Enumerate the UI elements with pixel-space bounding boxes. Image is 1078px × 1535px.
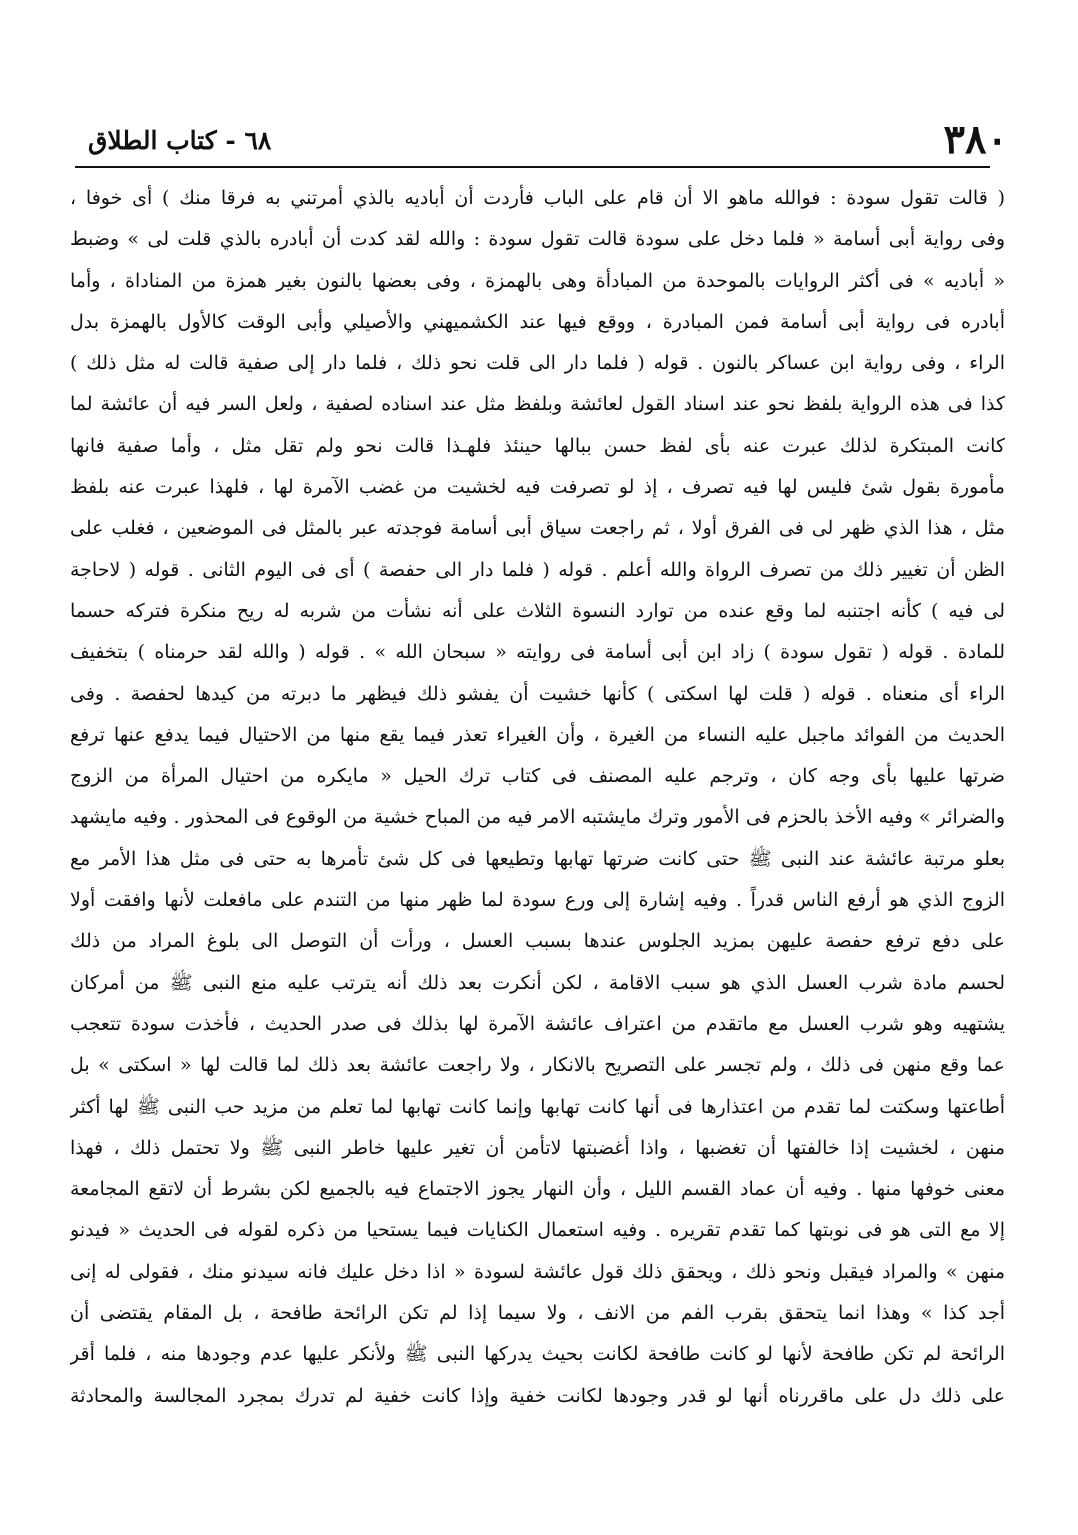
body-text <box>70 178 1005 1417</box>
text-line: وفى رواية أبى أسامة « فلما دخل على سودة قالت تقول سودة : والله لقد كدت أن أبادره بالذي قلت لى » وضبط <box>70 228 1005 251</box>
text-line: لحسم مادة شرب العسل الذي هو سبب الاقامة ، لكن أنكرت بعد ذلك أنه يترتب عليه منع النبى ﷺ من أمركان <box>70 971 1005 994</box>
text-line: مأمورة بقول شئ فليس لها فيه تصرف ، إذ لو تصرفت فيه لخشيت من غضب الآمرة لها ، فلهذا عبرت عنه بلفظ <box>70 476 1005 499</box>
text-line: بعلو مرتبة عائشة عند النبى ﷺ حتى كانت ضرتها تهابها وتطيعها فى كل شئ تأمرها به حتى فى مثل هذا الأمر مع <box>70 847 1005 870</box>
text-line: عما وقع منهن فى ذلك ، ولم تجسر على التصريح بالانكار ، ولا راجعت عائشة بعد ذلك لما قالت لها « اسكتى » بل <box>70 1054 1005 1077</box>
page-header <box>88 118 1008 162</box>
header-divider <box>75 166 990 168</box>
text-line: والضرائر » وفيه الأخذ بالحزم فى الأمور وترك مايشتبه الامر فيه من المباح خشية من الوقوع فى المحذور . وفيه مايشهد <box>70 806 1005 829</box>
text-line: ضرتها عليها بأى وجه كان ، وترجم عليه المصنف فى كتاب ترك الحيل « مايكره من احتيال المرأة من الزوج <box>70 765 1005 788</box>
text-line: منهن » والمراد فيقبل ونحو ذلك ، ويحقق ذلك قول عائشة لسودة « اذا دخل عليك فانه سيدنو منك ، فقولى له إنى <box>70 1260 1005 1283</box>
text-line: على دفع ترفع حفصة عليهن بمزيد الجلوس عندها بسبب العسل ، ورأت أن التوصل الى بلوغ المراد من ذلك <box>70 930 1005 953</box>
text-line: الراء أى منعناه . قوله ( قلت لها اسكتى ) كأنها خشيت أن يفشو ذلك فيظهر ما دبرته من كيدها لحفصة . وفى <box>70 682 1005 705</box>
text-line: الرائحة لم تكن طافحة لأنها لو كانت طافحة لكانت بحيث يدركها النبى ﷺ ولأنكر عليها عدم وجودها منه ، فلما أقر <box>70 1343 1005 1366</box>
text-line: إلا مع التى هو فى نوبتها كما تقدم تقريره . وفيه استعمال الكنايات فيما يستحيا من ذكره لقوله فى الحديث « فيدنو <box>70 1219 1005 1242</box>
chapter-title: ٦٨ - كتاب الطلاق <box>88 126 272 155</box>
text-line: كذا فى هذه الرواية بلفظ نحو عند اسناد القول لعائشة وبلفظ مثل عند اسناده لصفية ، ولعل السر فيه أن عائشة لما <box>70 393 1005 416</box>
text-line: مثل ، هذا الذي ظهر لى فى الفرق أولا ، ثم راجعت سياق أبى أسامة فوجدته عبر بالمثل فى الموضعين ، فغلب على <box>70 517 1005 540</box>
text-line: على ذلك دل على ماقررناه أنها لو قدر وجودها لكانت خفية وإذا كانت خفية لم تدرك بمجرد المجالسة والمحادثة <box>70 1384 1005 1407</box>
text-line: للمادة . قوله ( تقول سودة ) زاد ابن أبى أسامة فى روايته « سبحان الله » . قوله ( والله لقد حرمناه ) بتخفيف <box>70 641 1005 664</box>
text-line: أطاعتها وسكتت لما تقدم من اعتذارها فى أنها كانت تهابها وإنما كانت تهابها لما تعلم من مزيد حب النبى ﷺ لها أكثر <box>70 1095 1005 1118</box>
text-line: الراء ، وفى رواية ابن عساكر بالنون . قوله ( فلما دار الى قلت نحو ذلك ، فلما دار إلى صفية قالت له مثل ذلك ) <box>70 352 1005 375</box>
text-line: الزوج الذي هو أرفع الناس قدراً . وفيه إشارة إلى ورع سودة لما ظهر منها من التندم على مافعلت لأنها وافقت أولا <box>70 889 1005 912</box>
text-line: منهن ، لخشيت إذا خالفتها أن تغضبها ، واذا أغضبتها لاتأمن أن تغير عليها خاطر النبى ﷺ ولا تحتمل ذلك ، فهذا <box>70 1136 1005 1159</box>
text-line: كانت المبتكرة لذلك عبرت عنه بأى لفظ حسن ببالها حينئذ فلهـذا قالت نحو ولم تقل مثل ، وأما صفية فانها <box>70 434 1005 457</box>
text-line: ( قالت تقول سودة : فوالله ماهو الا أن قام على الباب فأردت أن أباديه بالذي أمرتني به فرقا منك ) أى خوفا ، <box>70 187 1005 209</box>
text-line: أجد كذا » وهذا انما يتحقق بقرب الفم من الانف ، ولا سيما إذا لم تكن الرائحة طافحة ، بل المقام يقتضى أن <box>70 1302 1005 1325</box>
text-line: يشتهيه وهو شرب العسل مع ماتقدم من اعتراف عائشة الآمرة لها بذلك فى صدر الحديث ، فأخذت سودة تتعجب <box>70 1012 1005 1035</box>
text-line: أبادره فى رواية أبى أسامة فمن المبادرة ، ووقع فيها عند الكشميهني والأصيلي وأبى الوقت كالأول بالهمزة بدل <box>70 310 1005 333</box>
page-number: ٣٨٠ <box>943 116 1008 163</box>
text-line: الظن أن تغيير ذلك من تصرف الرواة والله أعلم . قوله ( فلما دار الى حفصة ) أى فى اليوم الثانى . قوله ( لاحاجة <box>70 558 1005 581</box>
text-line: « أباديه » فى أكثر الروايات بالموحدة من المبادأة وهى بالهمزة ، وفى بعضها بالنون بغير همزة من المناداة ، وأما <box>70 269 1005 292</box>
text-line: لى فيه ) كأنه اجتنبه لما وقع عنده من توارد النسوة الثلاث على أنه نشأت من شربه له ريح منكرة فتركه حسما <box>70 599 1005 622</box>
text-line: الحديث من الفوائد ماجبل عليه النساء من الغيرة ، وأن الغيراء تعذر فيما يقع منها من الاحتيال فيما يدفع عنها ترفع <box>70 723 1005 746</box>
text-line: معنى خوفها منها . وفيه أن عماد القسم الليل ، وأن النهار يجوز الاجتماع فيه بالجميع لكن بشرط أن لاتقع المجامعة <box>70 1178 1005 1201</box>
